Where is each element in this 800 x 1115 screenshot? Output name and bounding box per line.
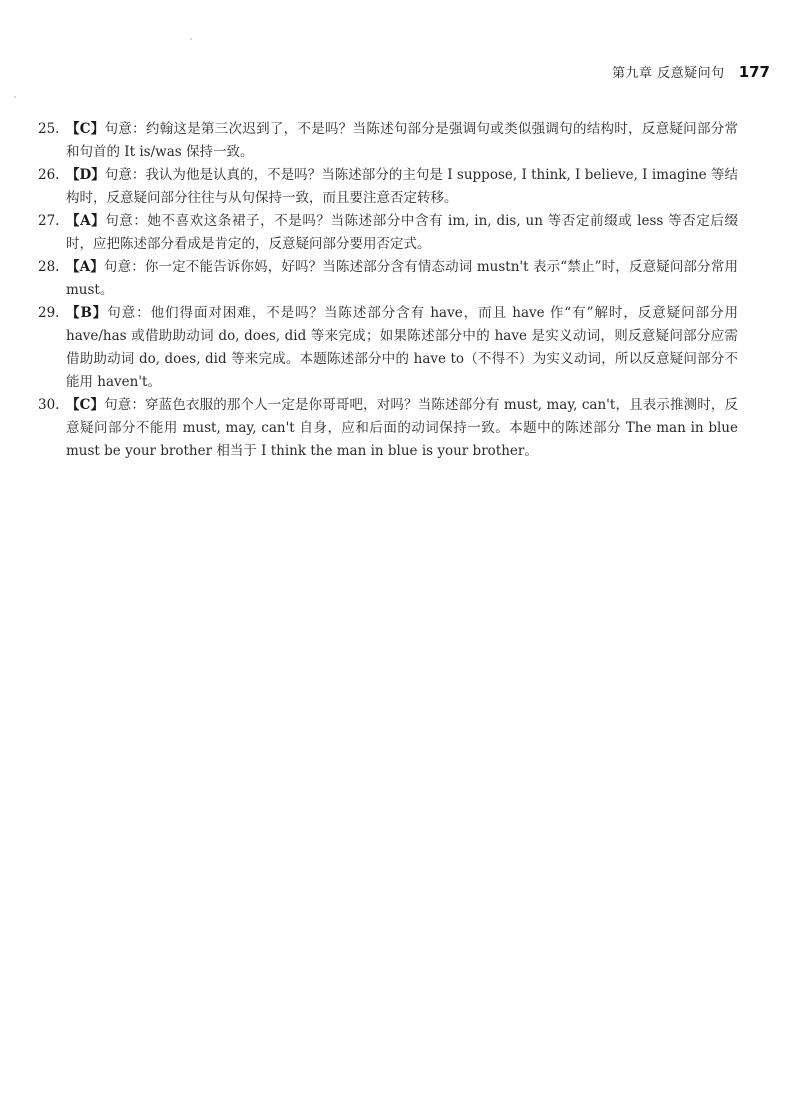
- answer-number: 29.: [38, 305, 60, 321]
- answer-list: [38, 118, 738, 463]
- scan-speck: [190, 38, 192, 40]
- answer-explanation: 句意：我认为他是认真的，不是吗？当陈述部分的主句是 I suppose, I think, I believe, I imagine 等结构时，反意疑问部分往往与从句保持一致，而且要注意否定转移。: [66, 167, 738, 206]
- answer-number: 26.: [38, 167, 60, 183]
- answer-body: [66, 302, 738, 394]
- answer-choice: 【D】: [66, 167, 105, 183]
- answer-item-25: [38, 118, 738, 164]
- answer-item-27: [38, 210, 738, 256]
- page-number: 177: [738, 63, 770, 81]
- answer-item-26: [38, 164, 738, 210]
- answer-choice: 【C】: [66, 397, 105, 413]
- answer-choice: 【A】: [66, 259, 104, 275]
- answer-body: [66, 118, 738, 164]
- answer-explanation: 句意：她不喜欢这条裙子，不是吗？当陈述部分中含有 im, in, dis, un 等否定前缀或 less 等否定后缀时，应把陈述部分看成是肯定的，反意疑问部分要用否定式。: [66, 213, 738, 252]
- answer-choice: 【A】: [66, 213, 106, 229]
- answer-body: [66, 210, 738, 256]
- answer-item-28: [38, 256, 738, 302]
- answer-body: [66, 164, 738, 210]
- scan-speck: [14, 96, 16, 98]
- answer-explanation: 句意：穿蓝色衣服的那个人一定是你哥哥吧，对吗？当陈述部分有 must, may, can't，且表示推测时，反意疑问部分不能用 must, may, can't 自身，应和后面的动词保持一致。本题中的陈述部分 The man in blue must be your brother 相当于 I think the man in blue is your brother。: [66, 397, 739, 459]
- answer-number: 30.: [38, 397, 60, 413]
- answer-body: [66, 256, 738, 302]
- answer-number: 28.: [38, 259, 60, 275]
- answer-explanation: 句意：你一定不能告诉你妈，好吗？当陈述部分含有情态动词 mustn't 表示“禁止”时，反意疑问部分常用 must。: [66, 259, 738, 298]
- answer-body: [66, 394, 738, 463]
- answer-explanation: 句意：约翰这是第三次迟到了，不是吗？当陈述句部分是强调句或类似强调句的结构时，反意疑问部分常和句首的 It is/was 保持一致。: [66, 121, 738, 160]
- answer-choice: 【C】: [66, 121, 105, 137]
- answer-item-30: [38, 394, 738, 463]
- answer-number: 25.: [38, 121, 60, 137]
- answer-choice: 【B】: [66, 305, 108, 321]
- running-header: [612, 62, 770, 81]
- answer-number: 27.: [38, 213, 60, 229]
- chapter-title: 第九章 反意疑问句: [612, 66, 725, 81]
- answer-explanation: 句意：他们得面对困难，不是吗？当陈述部分含有 have，而且 have 作“有”解时，反意疑问部分用 have/has 或借助助动词 do, does, did 等来完成；如果陈述部分中的 have 是实义动词，则反意疑问部分应需借助助动词 do, does, did 等来完成。本题陈述部分中的 have to（不得不）为实义动词，所以反意疑问部分不能用 haven't。: [66, 305, 738, 390]
- answer-item-29: [38, 302, 738, 394]
